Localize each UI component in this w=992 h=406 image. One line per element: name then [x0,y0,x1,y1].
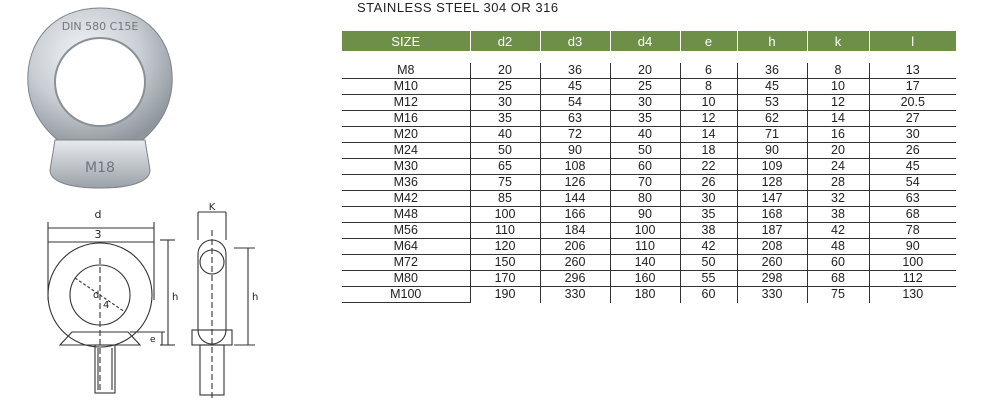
shank-marking: M18 [85,160,115,176]
table-cell: 20 [610,63,680,79]
table-cell: 75 [470,175,540,191]
table-cell: 100 [869,255,956,271]
table-cell: M20 [342,127,470,143]
table-cell: 260 [737,255,807,271]
table-cell: M24 [342,143,470,159]
table-cell: 187 [737,223,807,239]
table-cell: 68 [869,207,956,223]
table-cell: 112 [869,271,956,287]
table-cell: 140 [610,255,680,271]
table-cell: 75 [807,287,869,303]
dim-label-d4: d [93,290,100,301]
table-cell: 144 [540,191,610,207]
table-cell: 184 [540,223,610,239]
table-cell: 50 [610,143,680,159]
table-cell: 53 [737,95,807,111]
table-cell: M8 [342,63,470,79]
table-cell: 72 [540,127,610,143]
table-row [342,79,956,95]
dim-label-d: d [94,208,102,221]
table-cell: 298 [737,271,807,287]
table-row [342,207,956,223]
table-cell: 206 [540,239,610,255]
table-cell: 120 [470,239,540,255]
column-header-h: h [737,31,807,51]
table-cell: 16 [807,127,869,143]
table-cell: 147 [737,191,807,207]
table-cell: M12 [342,95,470,111]
table-cell: 42 [807,223,869,239]
table-cell: 38 [680,223,737,239]
table-cell: 150 [470,255,540,271]
table-cell: 90 [869,239,956,255]
column-header-e: e [680,31,737,51]
table-cell: 14 [807,111,869,127]
material-heading: STAINLESS STEEL 304 OR 316 [357,0,559,15]
table-cell: 6 [680,63,737,79]
table-cell: 166 [540,207,610,223]
table-cell: 27 [869,111,956,127]
table-cell: 60 [680,287,737,303]
table-row [342,127,956,143]
table-cell: 30 [680,191,737,207]
table-row [342,271,956,287]
table-cell: 100 [610,223,680,239]
table-cell: M72 [342,255,470,271]
table-cell: 8 [807,63,869,79]
column-header-k: k [807,31,869,51]
table-row [342,63,956,79]
dim-label-h2: h [252,292,259,303]
table-row [342,223,956,239]
table-row [342,143,956,159]
table-cell: 180 [610,287,680,303]
table-cell: M64 [342,239,470,255]
table-header [342,31,956,51]
table-cell: M48 [342,207,470,223]
table-cell: 60 [610,159,680,175]
table-cell: 35 [680,207,737,223]
table-cell: 36 [540,63,610,79]
table-row [342,111,956,127]
table-cell: M36 [342,175,470,191]
table-cell: M100 [342,287,470,303]
table-cell: 55 [680,271,737,287]
table-cell: 45 [540,79,610,95]
table-cell: 10 [680,95,737,111]
table-cell: 63 [540,111,610,127]
table-cell: 330 [540,287,610,303]
table-cell: 50 [470,143,540,159]
table-cell: 14 [680,127,737,143]
table-row [342,287,956,303]
table-cell: 35 [610,111,680,127]
table-row [342,191,956,207]
table-cell: 28 [807,175,869,191]
table-cell: 22 [680,159,737,175]
eye-nut-photo [0,0,200,200]
column-header-d2: d2 [470,31,540,51]
table-cell: 90 [540,143,610,159]
table-cell: 13 [869,63,956,79]
table-cell: 30 [869,127,956,143]
dim-label-3: 3 [94,228,102,241]
table-cell: 36 [737,63,807,79]
table-cell: 110 [610,239,680,255]
dim-label-e: e [150,335,156,345]
table-cell: 25 [610,79,680,95]
table-cell: M16 [342,111,470,127]
column-header-size: SIZE [342,31,470,51]
table-cell: 54 [869,175,956,191]
table-cell: 12 [807,95,869,111]
table-cell: 296 [540,271,610,287]
table-cell: 40 [610,127,680,143]
table-cell: 30 [470,95,540,111]
table-cell: 25 [470,79,540,95]
table-cell: 170 [470,271,540,287]
table-cell: 109 [737,159,807,175]
table-cell: 85 [470,191,540,207]
table-cell: 78 [869,223,956,239]
table-cell: 48 [807,239,869,255]
table-cell: 32 [807,191,869,207]
dim-label-h: h [172,292,179,303]
table-cell: 108 [540,159,610,175]
table-cell: 330 [737,287,807,303]
table-cell: 10 [807,79,869,95]
table-cell: M30 [342,159,470,175]
table-cell: 12 [680,111,737,127]
table-cell: 71 [737,127,807,143]
table-cell: 38 [807,207,869,223]
table-cell: M80 [342,271,470,287]
table-cell: 24 [807,159,869,175]
dim-label-4: 4 [103,300,110,311]
table-cell: 68 [807,271,869,287]
table-cell: 100 [470,207,540,223]
table-cell: M56 [342,223,470,239]
table-cell: 54 [540,95,610,111]
column-header-d4: d4 [610,31,680,51]
column-header-d3: d3 [540,31,610,51]
table-cell: 26 [869,143,956,159]
table-cell: 208 [737,239,807,255]
table-cell: M42 [342,191,470,207]
table-cell: 20.5 [869,95,956,111]
table-cell: 260 [540,255,610,271]
dimension-drawing [0,200,290,406]
table-cell: M10 [342,79,470,95]
table-cell: 20 [807,143,869,159]
table-row [342,255,956,271]
table-row [342,159,956,175]
table-cell: 45 [737,79,807,95]
table-cell: 128 [737,175,807,191]
table-cell: 45 [869,159,956,175]
table-cell: 30 [610,95,680,111]
table-cell: 50 [680,255,737,271]
table-cell: 35 [470,111,540,127]
column-header-l: l [869,31,956,51]
table-cell: 110 [470,223,540,239]
table-cell: 60 [807,255,869,271]
table-row [342,239,956,255]
table-cell: 63 [869,191,956,207]
table-cell: 90 [737,143,807,159]
table-cell: 40 [470,127,540,143]
table-row [342,95,956,111]
table-cell: 26 [680,175,737,191]
table-cell: 62 [737,111,807,127]
table-cell: 126 [540,175,610,191]
table-cell: 90 [610,207,680,223]
table-cell: 18 [680,143,737,159]
table-cell: 168 [737,207,807,223]
table-cell: 80 [610,191,680,207]
table-cell: 17 [869,79,956,95]
table-cell: 42 [680,239,737,255]
dim-label-k: K [208,202,216,213]
table-row [342,175,956,191]
ring-marking: DIN 580 C15E [61,20,139,33]
table-cell: 70 [610,175,680,191]
table-cell: 20 [470,63,540,79]
table-cell: 65 [470,159,540,175]
table-cell: 8 [680,79,737,95]
eye-nut-spec-table [342,31,956,303]
table-cell: 190 [470,287,540,303]
table-cell: 160 [610,271,680,287]
table-cell: 130 [869,287,956,303]
